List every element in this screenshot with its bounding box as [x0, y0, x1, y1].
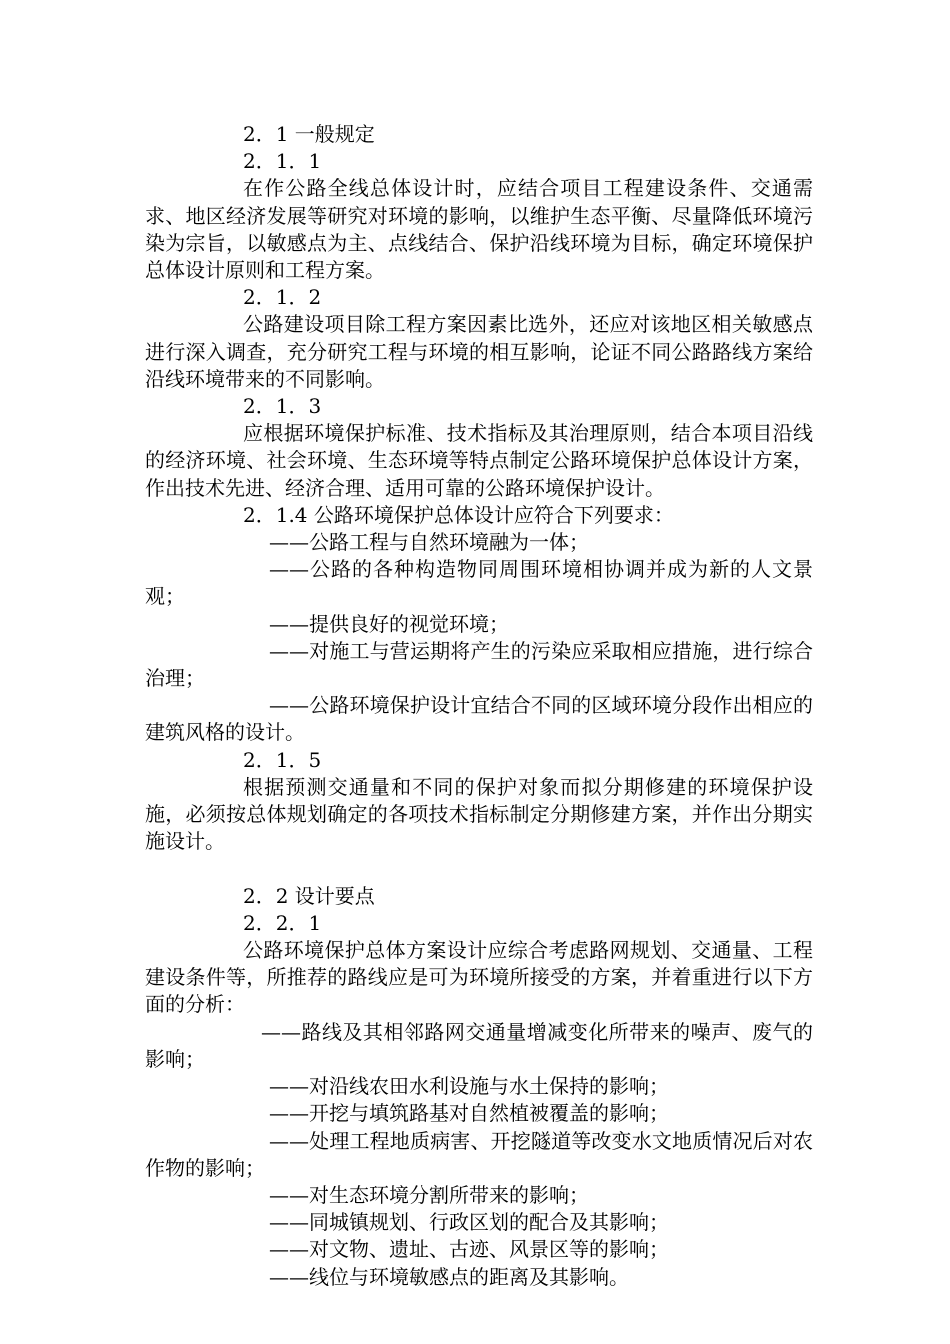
analysis-item: ——路线及其相邻路网交通量增减变化所带来的噪声、废气的影响；: [145, 1019, 813, 1071]
clause-2-2-1-text: 公路环境保护总体方案设计应综合考虑路网规划、交通量、工程建设条件等，所推荐的路线应是可为环境所接受的方案，并着重进行以下方面的分析：: [145, 938, 813, 1017]
requirement-item: ——公路的各种构造物同周围环境相协调并成为新的人文景观；: [145, 557, 813, 609]
clause-2-1-2-number: 2．1．2: [243, 285, 322, 310]
analysis-item: ——处理工程地质病害、开挖隧道等改变水文地质情况后对农作物的影响；: [145, 1128, 813, 1180]
requirement-item: ——对施工与营运期将产生的污染应采取相应措施，进行综合治理；: [145, 638, 813, 691]
analysis-item: ——对沿线农田水利设施与水土保持的影响；: [269, 1074, 669, 1099]
analysis-item: ——对文物、遗址、古迹、风景区等的影响；: [269, 1237, 669, 1262]
clause-2-1-2-text: 公路建设项目除工程方案因素比选外，还应对该地区相关敏感点进行深入调查，充分研究工程与环境的相互影响，论证不同公路路线方案给沿线环境带来的不同影响。: [145, 312, 813, 391]
analysis-item: ——同城镇规划、行政区划的配合及其影响；: [269, 1210, 669, 1235]
clause-2-1-1-text: 在作公路全线总体设计时，应结合项目工程建设条件、交通需求、地区经济发展等研究对环境的影响，以维护生态平衡、尽量降低环境污染为宗旨，以敏感点为主、点线结合、保护沿线环境为目标，确定环境保护总体设计原则和工程方案。: [145, 176, 813, 283]
clause-2-1-3-number: 2．1．3: [243, 394, 322, 419]
clause-2-1-5-number: 2．1．5: [243, 747, 322, 772]
analysis-item: ——对生态环境分割所带来的影响；: [269, 1182, 589, 1207]
clause-2-1-5-text: 根据预测交通量和不同的保护对象而拟分期修建的环境保护设施，必须按总体规划确定的各项技术指标制定分期修建方案，并作出分期实施设计。: [145, 774, 813, 854]
analysis-item: ——线位与环境敏感点的距离及其影响。: [269, 1264, 629, 1289]
clause-2-1-4-heading: 2．1.4 公路环境保护总体设计应符合下列要求：: [243, 502, 674, 527]
clause-2-1-1-number: 2．1．1: [243, 149, 322, 174]
requirement-item: ——公路环境保护设计宜结合不同的区域环境分段作出相应的建筑风格的设计。: [145, 693, 813, 745]
clause-2-1-3-text: 应根据环境保护标准、技术指标及其治理原则，结合本项目沿线的经济环境、社会环境、生态环境等特点制定公路环境保护总体设计方案，作出技术先进、经济合理、适用可靠的公路环境保护设计。: [145, 421, 813, 500]
analysis-item: ——开挖与填筑路基对自然植被覆盖的影响；: [269, 1101, 669, 1126]
section-2-2-title: 2．2 设计要点: [243, 883, 375, 908]
requirement-item: ——公路工程与自然环境融为一体；: [269, 530, 589, 555]
clause-2-2-1-number: 2．2．1: [243, 910, 322, 935]
document-body: [145, 121, 813, 1291]
section-2-1-title: 2．1 一般规定: [243, 122, 375, 146]
blank-line: [145, 855, 813, 882]
requirement-item: ——提供良好的视觉环境；: [269, 611, 509, 636]
